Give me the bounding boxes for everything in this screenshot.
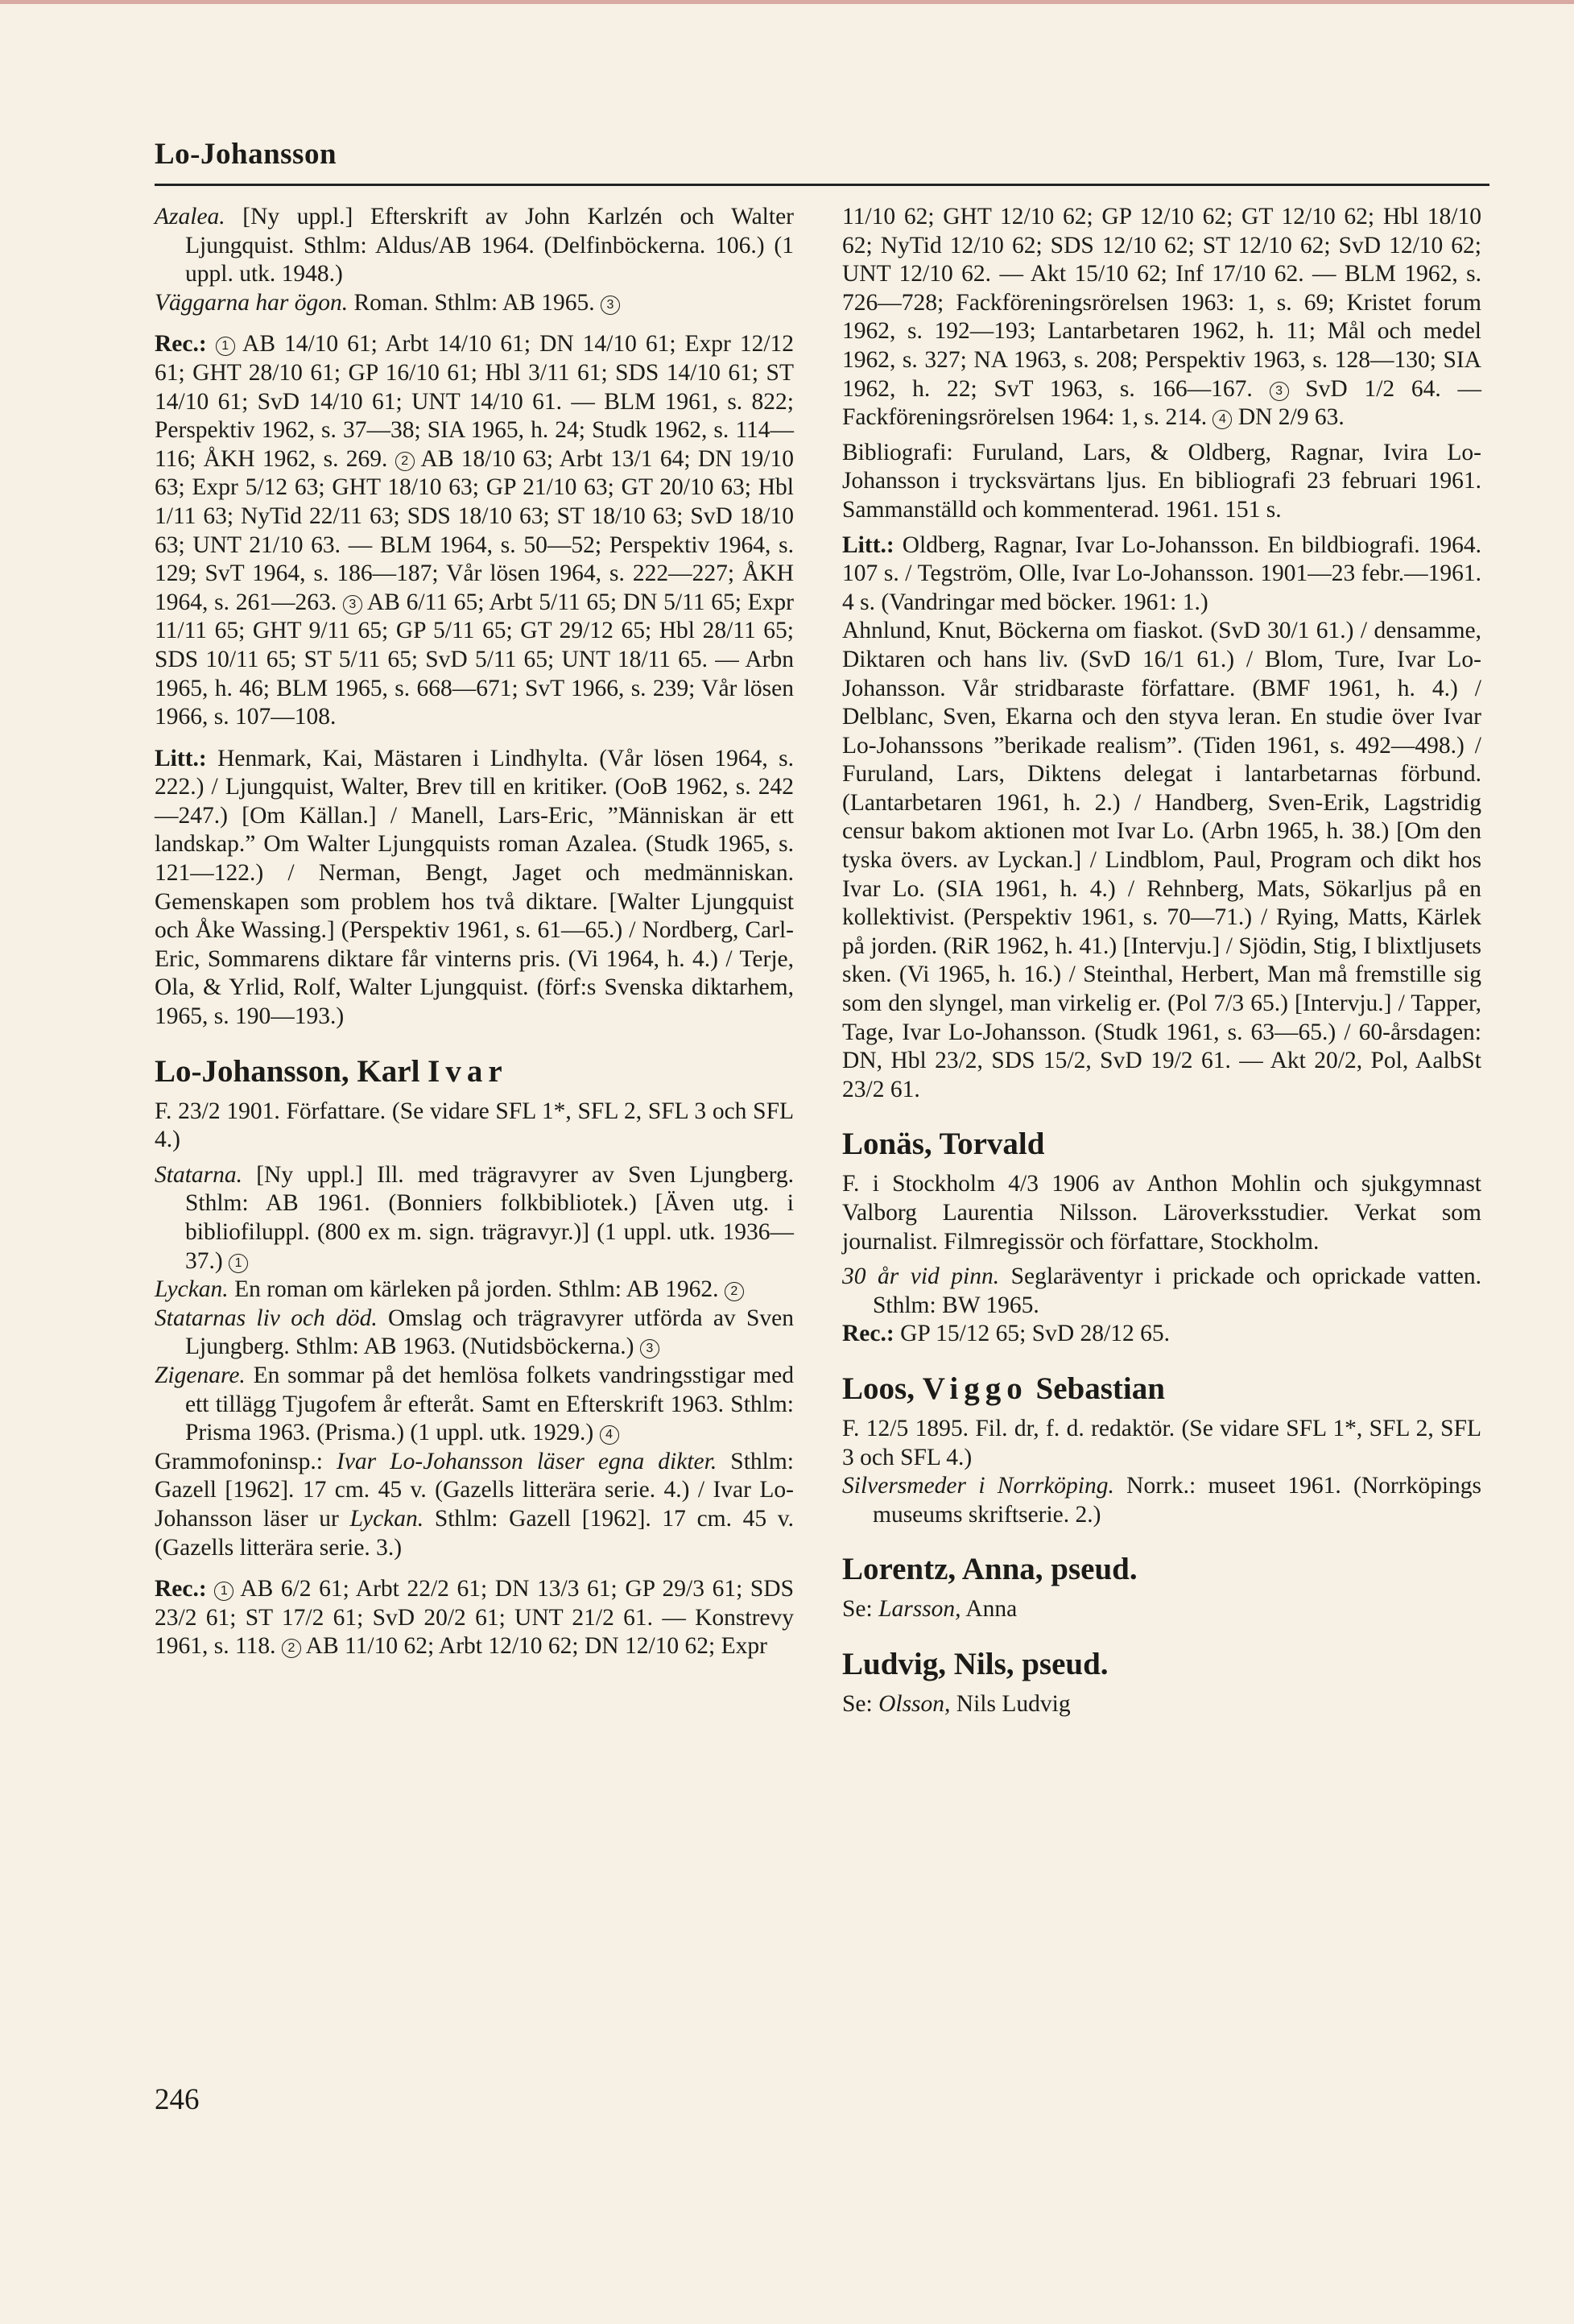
circled-number-2: 2 xyxy=(725,1282,744,1301)
circled-number-1: 1 xyxy=(229,1254,248,1273)
circled-number-3: 3 xyxy=(640,1339,659,1358)
work-title: 30 år vid pinn. xyxy=(842,1263,1000,1290)
reviews-block-1: Rec.: 1 AB 14/10 61; Arbt 14/10 61; DN 14/10 61; Expr 12/12 61; GHT 28/10 61; GP 16/10 61; Hbl 3/11 61; SDS 14/10 61; ST 14/10 61; SvD 14/10 61; UNT 14/10 61. — BLM 1961, s. 822; Perspektiv 1962, s. 37—38; SIA 1965, h. 24; Studk 1962, s. 114—116; ÅKH 1962, s. 269. 2 AB 18/10 63; Arbt 13/1 64; DN 19/10 63; Expr 5/12 63; GHT 18/10 63; GP 21/10 63; GT 20/10 63; Hbl 1/11 63; NyTid 22/11 63; SDS 18/10 63; ST 18/10 63; SvD 18/10 63; UNT 21/10 63. — BLM 1964, s. 50—52; Perspektiv 1964, s. 129; SvT 1964, s. 186—187; Vår lösen 1964, s. 222—227; ÅKH 1964, s. 261—263. 3 AB 6/11 65; Arbt 5/11 65; DN 5/11 65; Expr 11/11 65; GHT 9/11 65; GP 5/11 65; GT 29/12 65; Hbl 28/11 65; SDS 10/11 65; ST 5/11 65; SvD 5/11 65; UNT 18/11 65. — Arbn 1965, h. 46; BLM 1965, s. 668—671; SvT 1966, s. 239; Vår lösen 1966, s. 107—108. xyxy=(155,331,795,730)
circled-number-4: 4 xyxy=(1213,410,1232,429)
biography: F. i Stockholm 4/3 1906 av Anthon Mohlin och sjukgymnast Valborg Laurentia Nilsson. Läroverksstudier. Verkat som journalist. Filmregissör och författare, Stockholm. xyxy=(842,1171,1481,1255)
entry-statarnas-liv: Statarnas liv och död. Omslag och trägravyrer utförda av Sven Ljungberg. Sthlm: AB 1963. (Nutidsböckerna.) 3 xyxy=(155,1305,794,1360)
circled-number-1: 1 xyxy=(216,337,235,356)
circled-number-2: 2 xyxy=(395,452,415,471)
work-title: Väggarna har ögon. xyxy=(155,289,349,316)
biography: F. 12/5 1895. Fil. dr, f. d. redaktör. (Se vidare SFL 1*, SFL 2, SFL 3 och SFL 4.) xyxy=(842,1415,1481,1470)
literature-block-1: Litt.: Henmark, Kai, Mästaren i Lindhylta. (Vår lösen 1964, s. 222.) / Ljungquist, Walter, Brev till en kritiker. (OoB 1962, s. 242—247.) [Om Källan.] / Manell, Lars-Eric, ”Människan är ett landskap.” Om Walter Ljungquists roman Azalea. (Studk 1965, s. 121—122.) / Nerman, Bengt, Jaget och medmänniskan. Gemenskapen som problem hos två diktare. [Walter Ljungquist och Åke Wassing.] (Perspektiv 1961, s. 61—65.) / Nordberg, Carl-Eric, Sommarens diktare får vinterns pris. (Vi 1964, h. 4.) / Terje, Ola, & Yrlid, Rolf, Walter Ljungquist. (förf:s Svenska diktarhem, 1965, s. 190—193.) xyxy=(155,745,794,1030)
reviews-lonas: Rec.: GP 15/12 65; SvD 28/12 65. xyxy=(842,1321,1170,1347)
page-number: 246 xyxy=(155,2083,200,2116)
circled-number-3: 3 xyxy=(1270,382,1289,401)
bibliography: Bibliografi: Furuland, Lars, & Oldberg, Ragnar, Ivira Lo-Johansson i trycksvärtans ljus. En bibliografi 23 februari 1961. Sammanställd och kommenterad. 1961. 151 s. xyxy=(842,439,1481,523)
circled-number-2: 2 xyxy=(282,1639,301,1658)
entry-zigenare: Zigenare. En sommar på det hemlösa folkets vandringsstigar med ett tillägg Tjugofem år efteråt. Samt en Efterskrift 1963. Sthlm: Prisma 1963. (Prisma.) (1 uppl. utk. 1929.) 4 xyxy=(155,1362,794,1446)
rec-label: Rec.: xyxy=(842,1321,894,1347)
left-column xyxy=(155,203,794,1661)
header-rule xyxy=(155,184,1489,186)
work-title: Statarna. xyxy=(155,1161,242,1188)
work-title: Silversmeder i Norrköping. xyxy=(842,1473,1114,1499)
rec-label: Rec.: xyxy=(155,331,207,358)
entry-azalea: Azalea. [Ny uppl.] Efterskrift av John Karlzén och Walter Ljungquist. Sthlm: Aldus/AB 1964. (Delfinböckerna. 106.) (1 uppl. utk. 1948.) xyxy=(155,204,794,287)
entry-heading-lonas: Lonäs, Torvald xyxy=(842,1127,1045,1162)
litt-label: Litt.: xyxy=(155,745,207,771)
page-top-edge xyxy=(0,0,1574,4)
entry-30-ar-vid-pinn: 30 år vid pinn. Seglaräventyr i prickade och oprickade vatten. Sthlm: BW 1965. xyxy=(842,1263,1481,1318)
entry-silversmeder: Silversmeder i Norrköping. Norrk.: museet 1961. (Norrköpings museums skriftserie. 2.) xyxy=(842,1473,1481,1528)
right-column xyxy=(842,203,1481,1719)
work-title: Statarnas liv och död. xyxy=(155,1305,378,1331)
circled-number-4: 4 xyxy=(600,1425,619,1445)
entry-vaggarna: Väggarna har ögon. Roman. Sthlm: AB 1965. 3 xyxy=(155,289,794,318)
work-title: Lyckan. xyxy=(155,1276,229,1303)
entry-heading-ludvig: Ludvig, Nils, pseud. xyxy=(842,1646,1109,1681)
literature-articles: Ahnlund, Knut, Böckerna om fiaskot. (SvD 30/1 61.) / densamme, Diktaren och hans liv. (SvD 16/1 61.) / Blom, Ture, Ivar Lo-Johansson. Vår stridbaraste författare. (BMF 1961, h. 4.) / Delblanc, Sven, Ekarna och den styva leran. En studie över Ivar Lo-Johanssons ”berikade realism”. (Tiden 1961, s. 492—498.) / Furuland, Lars, Diktens delegat i lantarbetarnas förbund. (Lantarbetaren 1961, h. 2.) / Handberg, Sven-Erik, Lagstridig censur bakom aktionen mot Ivar Lo. (Arbn 1965, h. 38.) [Om den tyska övers. av Lyckan.] / Lindblom, Paul, Program och dikt hos Ivar Lo. (SIA 1961, h. 4.) / Rehnberg, Mats, Sökarljus på en kollektivist. (Perspektiv 1961, s. 70—71.) / Rying, Matts, Kärlek på jorden. (RiR 1962, h. 41.) [Intervju.] / Sjödin, Stig, I blixtljusets sken. (Vi 1965, h. 16.) / Steinthal, Herbert, Man må fremstille sig som den slyngel, man virkelig er. (Pol 7/3 65.) [Intervju.] / Tapper, Tage, Ivar Lo-Johansson. (Studk 1961, s. 63—65.) / 60-årsdagen: DN, Hbl 23/2, SDS 15/2, SvD 19/2 61. — Akt 20/2, Pol, AalbSt 23/2 61. xyxy=(842,618,1481,1102)
circled-number-3: 3 xyxy=(343,595,362,614)
reviews-block-2: Rec.: 1 AB 6/2 61; Arbt 22/2 61; DN 13/3 61; GP 29/3 61; SDS 23/2 61; ST 17/2 61; SvD 20/2 61; UNT 21/2 61. — Konstrevy 1961, s. 118. 2 AB 11/10 62; Arbt 12/10 62; DN 12/10 62; Expr xyxy=(155,1576,795,1660)
reviews-continued: 11/10 62; GHT 12/10 62; GP 12/10 62; GT 12/10 62; Hbl 18/10 62; NyTid 12/10 62; SDS 12/10 62; ST 12/10 62; SvD 12/10 62; UNT 12/10 62. — Akt 15/10 62; Inf 17/10 62. — BLM 1962, s. 726—728; Fackföreningsrörelsen 1963: 1, s. 69; Kristet forum 1962, s. 192—193; Lantarbetaren 1962, h. 11; Mål och medel 1962, s. 327; NA 1963, s. 208; Perspektiv 1963, s. 128—130; SIA 1962, h. 22; SvT 1963, s. 166—167. 3 SvD 1/2 64. — Fackföreningsrörelsen 1964: 1, s. 214. 4 DN 2/9 63. xyxy=(842,204,1481,431)
biography: F. 23/2 1901. Författare. (Se vidare SFL 1*, SFL 2, SFL 3 och SFL 4.) xyxy=(155,1098,794,1153)
litt-label: Litt.: xyxy=(842,531,894,558)
circled-number-3: 3 xyxy=(601,296,620,315)
rec-label: Rec.: xyxy=(155,1576,207,1602)
work-title: Azalea. xyxy=(155,204,225,230)
entry-grammofon: Grammofoninsp.: Ivar Lo-Johansson läser egna dikter. Sthlm: Gazell [1962]. 17 cm. 45 v. (Gazells litterära serie. 4.) / Ivar Lo-Johansson läser ur Lyckan. Sthlm: Gazell [1962]. 17 cm. 45 v. (Gazells litterära serie. 3.) xyxy=(155,1448,794,1561)
work-title: Zigenare. xyxy=(155,1362,246,1388)
entry-heading-lorentz: Lorentz, Anna, pseud. xyxy=(842,1552,1138,1587)
circled-number-1: 1 xyxy=(214,1582,233,1601)
entry-heading-loos: Loos, Viggo Sebastian xyxy=(842,1371,1165,1406)
running-head: Lo-Johansson xyxy=(155,138,337,171)
entry-heading-lo-johansson-karl-ivar: Lo-Johansson, Karl Ivar xyxy=(155,1053,508,1089)
literature-block-2: Litt.: Oldberg, Ragnar, Ivar Lo-Johansson. En bildbiografi. 1964. 107 s. / Tegström, Olle, Ivar Lo-Johansson. 1901—23 febr.—1961. 4 s. (Vandringar med böcker. 1961: 1.) xyxy=(842,531,1481,615)
entry-lyckan: Lyckan. En roman om kärleken på jorden. Sthlm: AB 1962. 2 xyxy=(155,1276,794,1305)
cross-reference: Se: Olsson, Nils Ludvig xyxy=(842,1690,1071,1717)
cross-reference: Se: Larsson, Anna xyxy=(842,1596,1018,1623)
entry-statarna: Statarna. [Ny uppl.] Ill. med trägravyrer av Sven Ljungberg. Sthlm: AB 1961. (Bonniers folkbibliotek.) [Även utg. i bibliofiluppl. (800 ex m. sign. trägravyr.)] (1 uppl. utk. 1936—37.) 1 xyxy=(155,1161,794,1274)
